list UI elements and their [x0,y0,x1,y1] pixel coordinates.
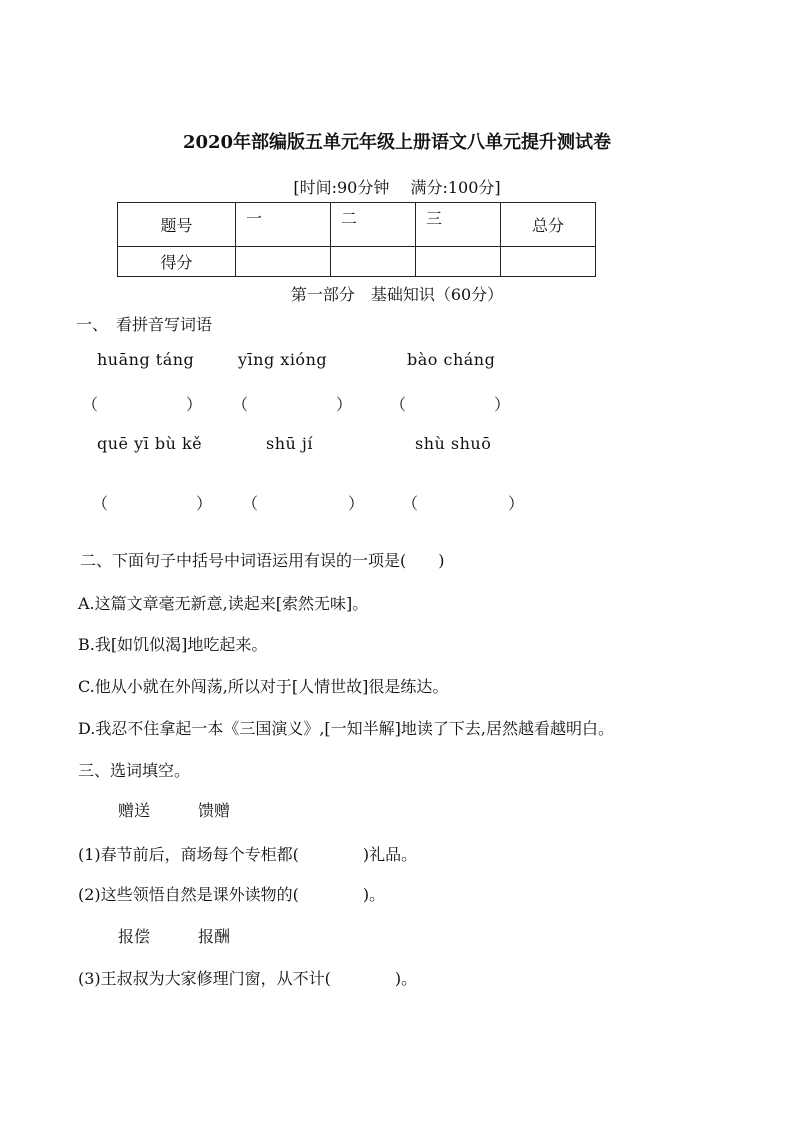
q2-option-b[interactable]: B.我[如饥似渴]地吃起来。 [78,635,268,654]
pinyin-6: shù shuō [415,434,492,453]
score-table [117,202,596,277]
answer-blank-1-close: ） [186,395,203,414]
pinyin-3: bào cháng [407,350,496,369]
answer-blank-6-close: ） [508,494,525,513]
score-table-header-row [118,203,596,247]
cell-total-label: 总分 [501,203,596,247]
cell-section-2: 二 [331,203,416,247]
q3-word-choices-2: 报偿 报酬 [118,927,231,946]
answer-blank-4-close: ） [196,494,213,513]
pinyin-5: shū jí [266,434,313,453]
cell-section-3: 三 [416,203,501,247]
q1-heading: 一、 看拼音写词语 [76,315,213,334]
answer-blank-5-open: （ [242,494,259,513]
answer-blank-6-open: （ [402,494,419,513]
cell-score-1[interactable] [236,247,331,277]
answer-blank-2-open: （ [232,395,249,414]
cell-score-label: 得分 [118,247,236,277]
q3-item-3: (3)王叔叔为大家修理门窗，从不计( )。 [78,969,418,988]
cell-score-3[interactable] [416,247,501,277]
q3-item-1: (1)春节前后，商场每个专柜都( )礼品。 [78,845,418,864]
pinyin-1: huāng táng [97,350,195,369]
q3-word-choices-1: 赠送 馈赠 [118,801,231,820]
pinyin-2: yīng xióng [238,350,328,369]
exam-info: [时间:90分钟 满分:100分] [293,178,501,197]
answer-blank-3-close: ） [494,395,511,414]
q2-option-a[interactable]: A.这篇文章毫无新意,读起来[索然无味]。 [78,594,369,613]
answer-blank-4-open: （ [92,494,109,513]
q3-heading: 三、选词填空。 [78,761,191,780]
score-table-score-row [118,247,596,277]
answer-blank-3-open: （ [390,395,407,414]
cell-score-2[interactable] [331,247,416,277]
cell-score-total[interactable] [501,247,596,277]
cell-question-number-label: 题号 [118,203,236,247]
answer-blank-5-close: ） [348,494,365,513]
answer-blank-1-open: （ [82,395,99,414]
page-title: 2020年部编版五单元年级上册语文八单元提升测试卷 [182,132,612,153]
cell-section-1: 一 [236,203,331,247]
q2-option-c[interactable]: C.他从小就在外闯荡,所以对于[人情世故]很是练达。 [78,677,449,696]
q2-heading: 二、下面句子中括号中词语运用有误的一项是( ) [80,551,445,570]
part-heading: 第一部分 基础知识（60分） [290,285,504,304]
q3-item-2: (2)这些领悟自然是课外读物的( )。 [78,885,386,904]
answer-blank-2-close: ） [336,395,353,414]
pinyin-4: quē yī bù kě [97,434,203,453]
q2-option-d[interactable]: D.我忍不住拿起一本《三国演义》,[一知半解]地读了下去,居然越看越明白。 [78,719,615,738]
